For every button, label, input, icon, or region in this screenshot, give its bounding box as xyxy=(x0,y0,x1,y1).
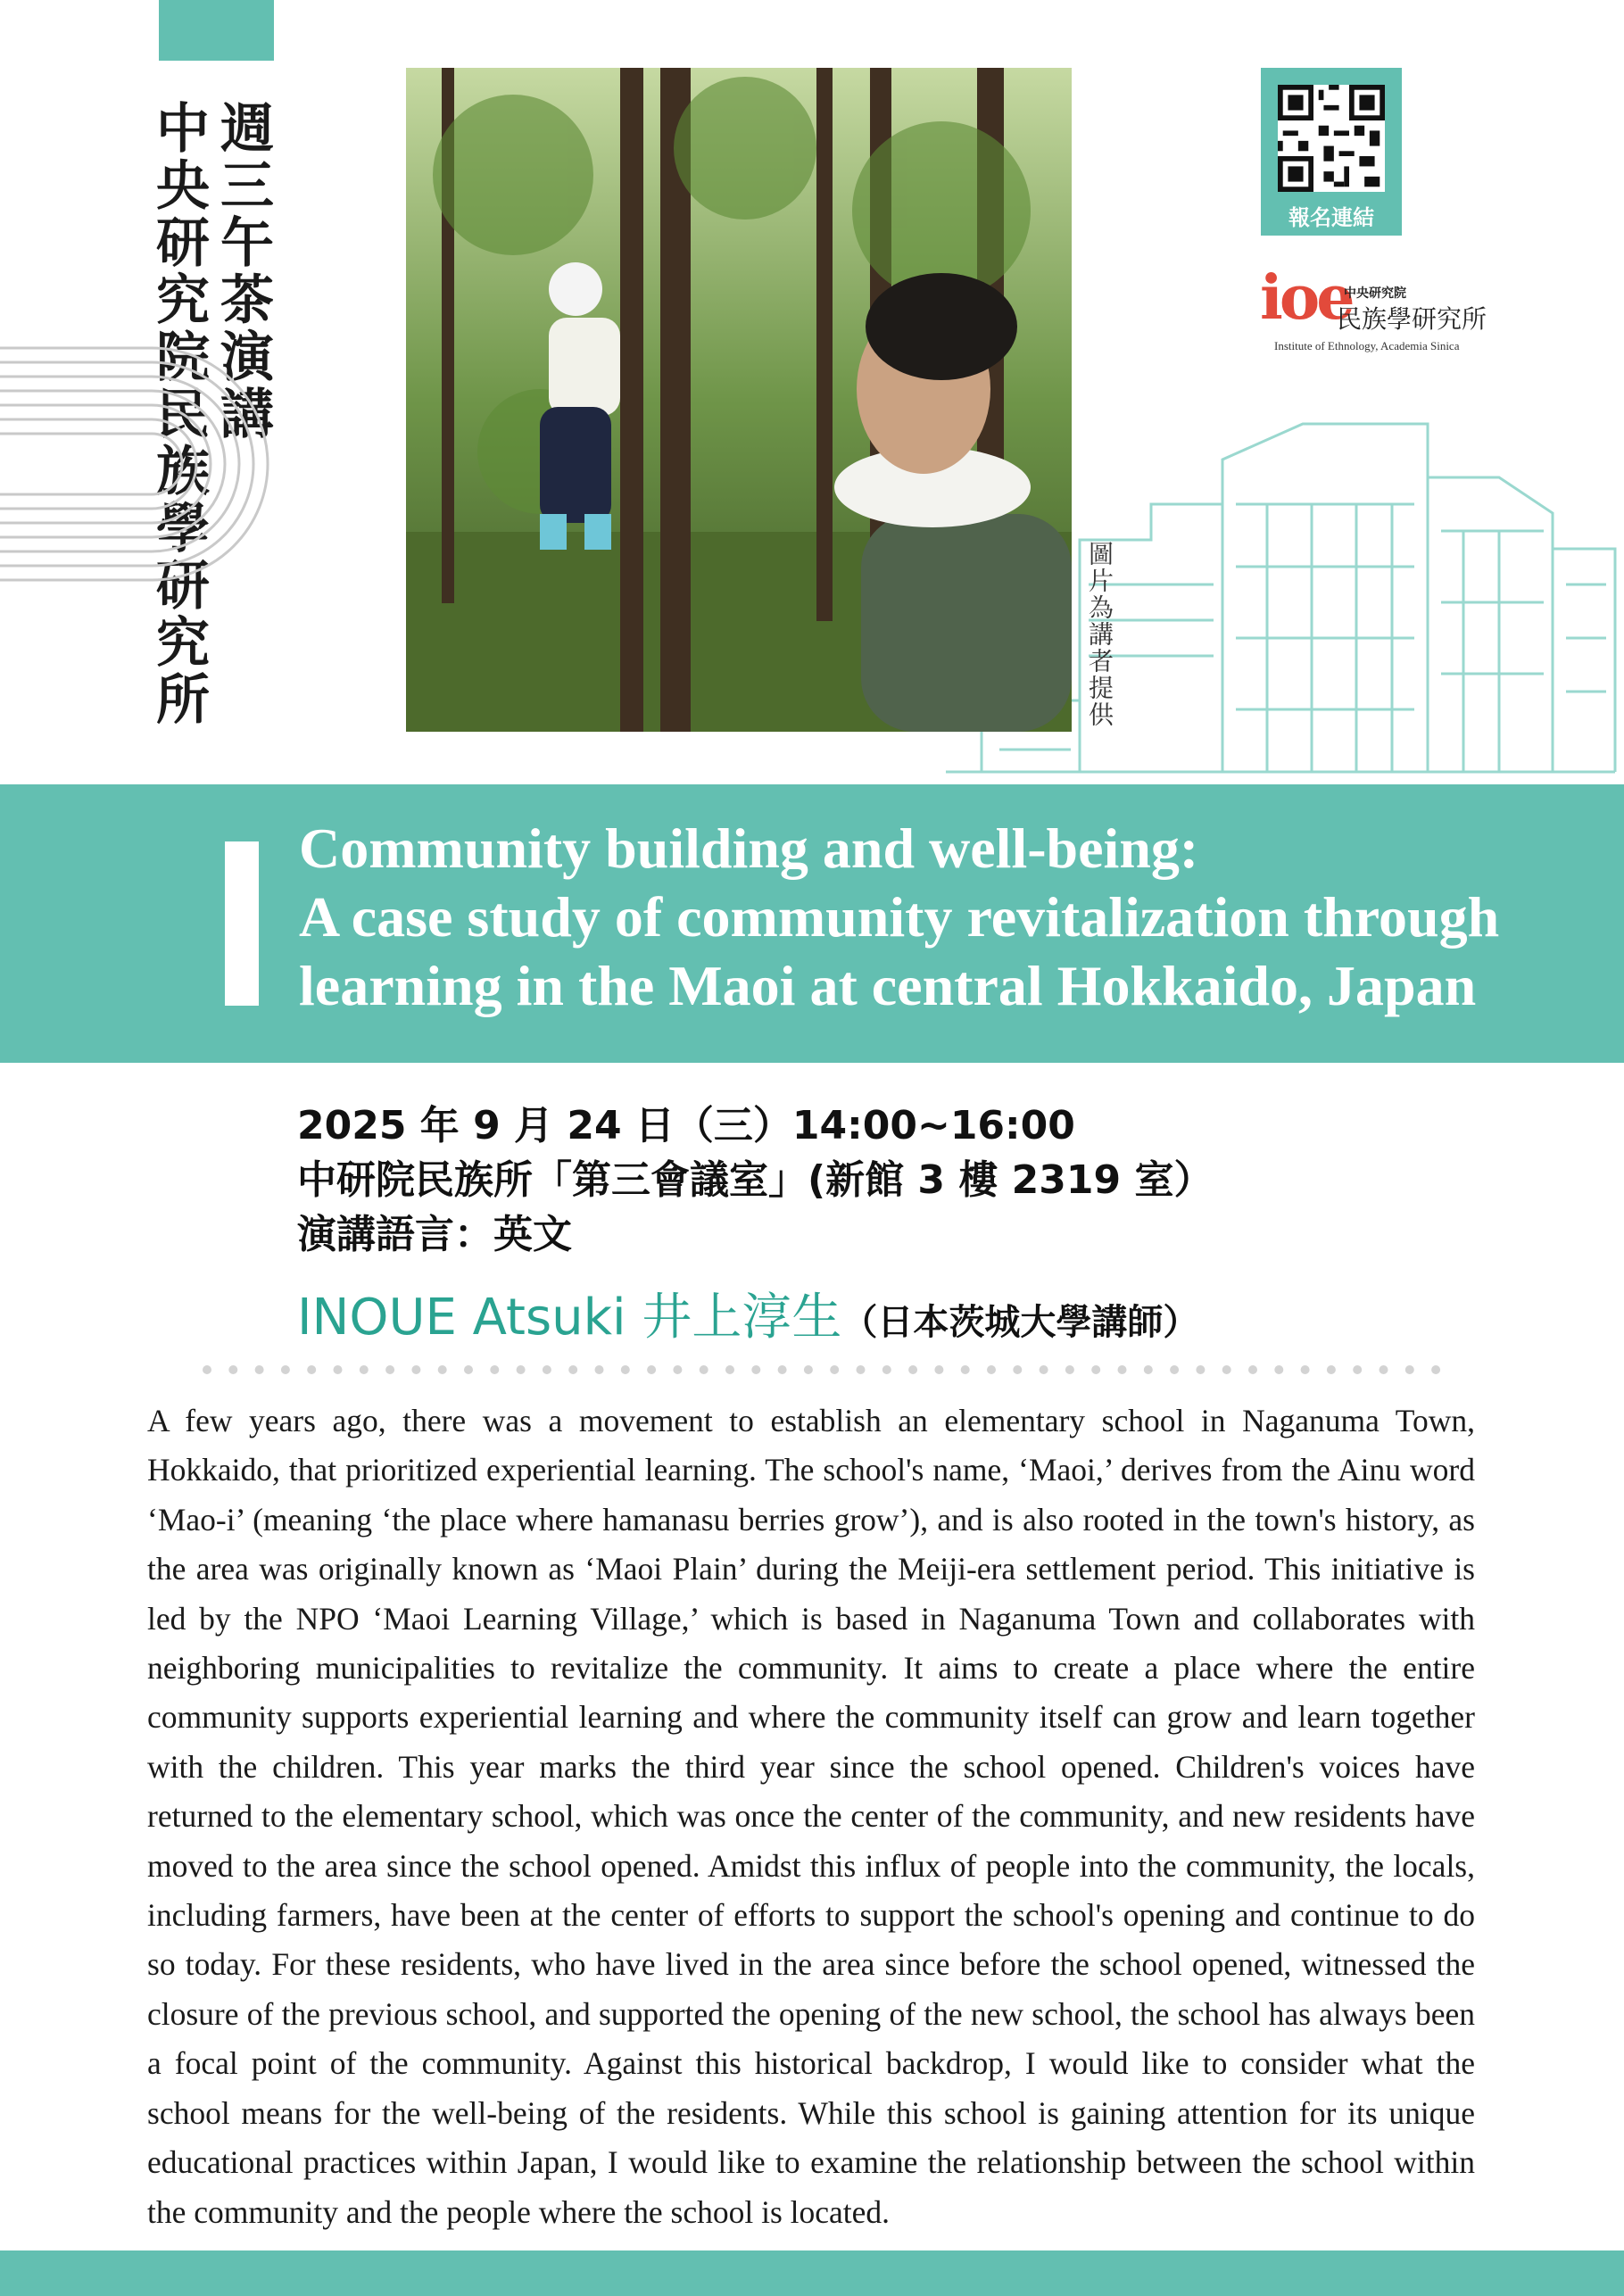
divider-dot xyxy=(1274,1365,1283,1374)
divider-dot xyxy=(595,1365,604,1374)
abstract: A few years ago, there was a movement to establish an elementary school in Naganuma Town, Hokkaido, that prioritized experiential learning. The school's name, ‘Maoi,’ derives from the Ainu word ‘Mao-i’ (meaning ‘the place where hamanasu berries grow’), and is also rooted in the town's history, as the area was originally known as ‘Maoi Plain’ during the Meiji-era settlement period. This initiative is led by the NPO ‘Maoi Learning Village,’ which is based in Naganuma Town and collaborates with neighboring municipalities to revitalize the community. It aims to create a place where the entire community supports experiential learning and where the community itself can grow and learn together with the children. This year marks the third year since the school opened. Children's voices have returned to the elementary school, which was once the center of the community, and new residents have moved to the area since the school opened. Amidst this influx of people into the community, the locals, including farmers, have been at the center of efforts to support the school's opening and continue to do so today. For these residents, who have lived in the area since before the school opened, witnessed the closure of the previous school, and supported the opening of the new school, the school has always been a focal point of the community. Against this historical backdrop, I would like to consider what the school means for the well-being of the residents. While this school is gaining attention for its unique educational practices within Japan, I would like to examine the relationship between the school within the community and the people where the school is located. xyxy=(147,1403,1475,2230)
talk-title-line: learning in the Maoi at central Hokkaido, Japan xyxy=(299,954,1477,1017)
divider-dot xyxy=(1118,1365,1127,1374)
divider-dot xyxy=(490,1365,499,1374)
decorative-arcs xyxy=(0,330,286,598)
divider-dot xyxy=(1353,1365,1362,1374)
institute-logo xyxy=(1260,262,1492,357)
divider-dot xyxy=(1431,1365,1440,1374)
divider-dot xyxy=(438,1365,447,1374)
talk-title xyxy=(299,814,1620,1020)
divider-dot xyxy=(1170,1365,1179,1374)
logo-org-name: 民族學研究所 xyxy=(1337,304,1487,334)
logo-mark: ioe xyxy=(1260,262,1352,334)
divider-dot xyxy=(334,1365,343,1374)
event-language: 演講語言：英文 xyxy=(297,1212,572,1257)
divider-dot xyxy=(1065,1365,1074,1374)
divider-dot xyxy=(203,1365,211,1374)
divider-dot xyxy=(857,1365,866,1374)
divider-dot xyxy=(1013,1365,1022,1374)
divider-dot xyxy=(934,1365,943,1374)
divider-dot xyxy=(255,1365,264,1374)
talk-title-line: Community building and well-being: xyxy=(299,816,1199,880)
divider-dot xyxy=(464,1365,473,1374)
divider-dot xyxy=(568,1365,577,1374)
logo-org-small: 中央研究院 xyxy=(1344,286,1406,301)
speaker xyxy=(297,1278,1198,1349)
speaker-name: INOUE Atsuki 井上淳生 xyxy=(297,1289,842,1347)
talk-title-line: A case study of community revitalization through xyxy=(299,885,1500,949)
divider-dot xyxy=(360,1365,369,1374)
divider-dot xyxy=(1405,1365,1414,1374)
event-date: 2025 年 9 月 24 日（三）14:00~16:00 xyxy=(297,1103,1075,1148)
organizer-name: 中央研究院民族學研究所 xyxy=(147,100,210,728)
divider-dot xyxy=(281,1365,290,1374)
divider-dot xyxy=(908,1365,917,1374)
divider-dot xyxy=(1380,1365,1388,1374)
divider-dot xyxy=(725,1365,734,1374)
divider-dot xyxy=(673,1365,682,1374)
divider-dot xyxy=(621,1365,630,1374)
divider-dot xyxy=(1301,1365,1310,1374)
divider-dot xyxy=(1222,1365,1231,1374)
logo-org-english: Institute of Ethnology, Academia Sinica xyxy=(1274,339,1460,352)
divider-dot xyxy=(411,1365,420,1374)
series-title: 週三午茶演講 xyxy=(211,100,274,443)
divider-dot xyxy=(1040,1365,1048,1374)
divider-dot xyxy=(647,1365,656,1374)
divider-dot xyxy=(228,1365,237,1374)
title-accent-bar xyxy=(225,841,259,1006)
event-venue: 中研院民族所「第三會議室」(新館 3 樓 2319 室） xyxy=(297,1157,1214,1203)
divider-dot xyxy=(1196,1365,1205,1374)
registration-label[interactable]: 報名連結 xyxy=(1288,205,1374,230)
divider-dot xyxy=(1248,1365,1257,1374)
divider-dot xyxy=(830,1365,839,1374)
photo-credit: 圖片為講者提供 xyxy=(1085,541,1114,728)
divider-dot xyxy=(1091,1365,1100,1374)
divider-dot xyxy=(1327,1365,1336,1374)
top-accent-tab xyxy=(159,0,274,61)
speaker-photo xyxy=(406,68,1072,732)
divider-dot xyxy=(307,1365,316,1374)
divider-dot xyxy=(517,1365,526,1374)
divider-dot xyxy=(751,1365,760,1374)
divider-dot xyxy=(987,1365,996,1374)
dotted-divider xyxy=(201,1364,1441,1376)
divider-dot xyxy=(882,1365,891,1374)
divider-dot xyxy=(385,1365,394,1374)
footer-band xyxy=(0,2250,1624,2296)
registration-qr[interactable] xyxy=(1261,68,1402,236)
divider-dot xyxy=(778,1365,787,1374)
qr-code-icon[interactable] xyxy=(1278,85,1385,192)
divider-dot xyxy=(961,1365,970,1374)
divider-dot xyxy=(543,1365,551,1374)
divider-dot xyxy=(1144,1365,1153,1374)
divider-dot xyxy=(700,1365,708,1374)
divider-dot xyxy=(804,1365,813,1374)
speaker-affiliation: （日本茨城大學講師） xyxy=(841,1302,1199,1343)
